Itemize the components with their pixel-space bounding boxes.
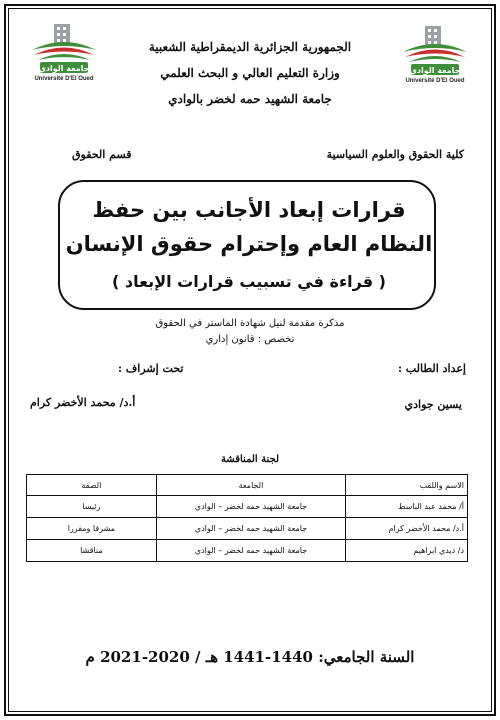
supervisor-name: أ.د/ محمد الأخضر كرام bbox=[30, 396, 136, 409]
thesis-title-box bbox=[58, 180, 436, 310]
thesis-title-line-2: النظام العام وإحترام حقوق الإنسان bbox=[65, 232, 433, 256]
member-role: مناقشا bbox=[27, 540, 157, 562]
member-university: جامعة الشهيد حمه لخضر – الوادي bbox=[156, 540, 346, 562]
thesis-title-line-1: قرارات إبعاد الأجانب بين حفظ bbox=[92, 198, 406, 222]
member-name: أ/ محمد عبد الباسط bbox=[346, 496, 468, 518]
table-header-row bbox=[27, 475, 468, 496]
academic-year-label: السنة الجامعي: bbox=[318, 648, 415, 666]
logo-caption: Université D'El Oued bbox=[405, 78, 465, 84]
member-name: أ.د/ محمد الأخضر كرام bbox=[346, 518, 468, 540]
memo-description: مذكرة مقدمة لنيل شهادة الماستر في الحقوق bbox=[155, 318, 345, 329]
member-name: د/ ديدي ابراهيم bbox=[346, 540, 468, 562]
column-header-name: الاسم واللقب bbox=[346, 475, 468, 496]
academic-year bbox=[0, 648, 500, 666]
republic-heading: الجمهورية الجزائرية الديمقراطية الشعبية bbox=[148, 40, 352, 54]
committee-table bbox=[26, 474, 468, 562]
page-border-inner bbox=[8, 8, 492, 712]
student-name: يسين جوادي bbox=[404, 398, 462, 411]
table-row bbox=[27, 496, 468, 518]
committee-heading: لجنة المناقشة bbox=[220, 454, 280, 465]
academic-year-value: 1440-1441 هـ / 2020-2021 م bbox=[85, 648, 313, 666]
column-header-university: الجامعة bbox=[156, 475, 346, 496]
supervision-label: تحت إشراف : bbox=[118, 362, 184, 375]
university-logo-right bbox=[395, 22, 475, 92]
specialization: تخصص : قانون إداري bbox=[205, 334, 295, 345]
ministry-heading: وزارة التعليم العالي و البحث العلمي bbox=[160, 66, 340, 80]
table-row bbox=[27, 518, 468, 540]
department-name: قسم الحقوق bbox=[72, 148, 132, 161]
logo-caption: Université D'El Oued bbox=[34, 76, 94, 82]
table-row bbox=[27, 540, 468, 562]
member-role: رئيسا bbox=[27, 496, 157, 518]
member-university: جامعة الشهيد حمه لخضر – الوادي bbox=[156, 518, 346, 540]
member-role: مشرفا ومقررا bbox=[27, 518, 157, 540]
logo-brand-text: جامعة الوادي bbox=[38, 64, 90, 73]
faculty-name: كلية الحقوق والعلوم السياسية bbox=[326, 148, 464, 161]
logo-brand-text: جامعة الوادي bbox=[409, 66, 461, 75]
prepared-by-label: إعداد الطالب : bbox=[397, 362, 466, 375]
member-university: جامعة الشهيد حمه لخضر – الوادي bbox=[156, 496, 346, 518]
thesis-subtitle: ( قراءة في تسبيب قرارات الإبعاد ) bbox=[112, 272, 386, 291]
column-header-role: الصفة bbox=[27, 475, 157, 496]
university-heading: جامعة الشهيد حمه لخضر بالوادي bbox=[168, 92, 332, 106]
